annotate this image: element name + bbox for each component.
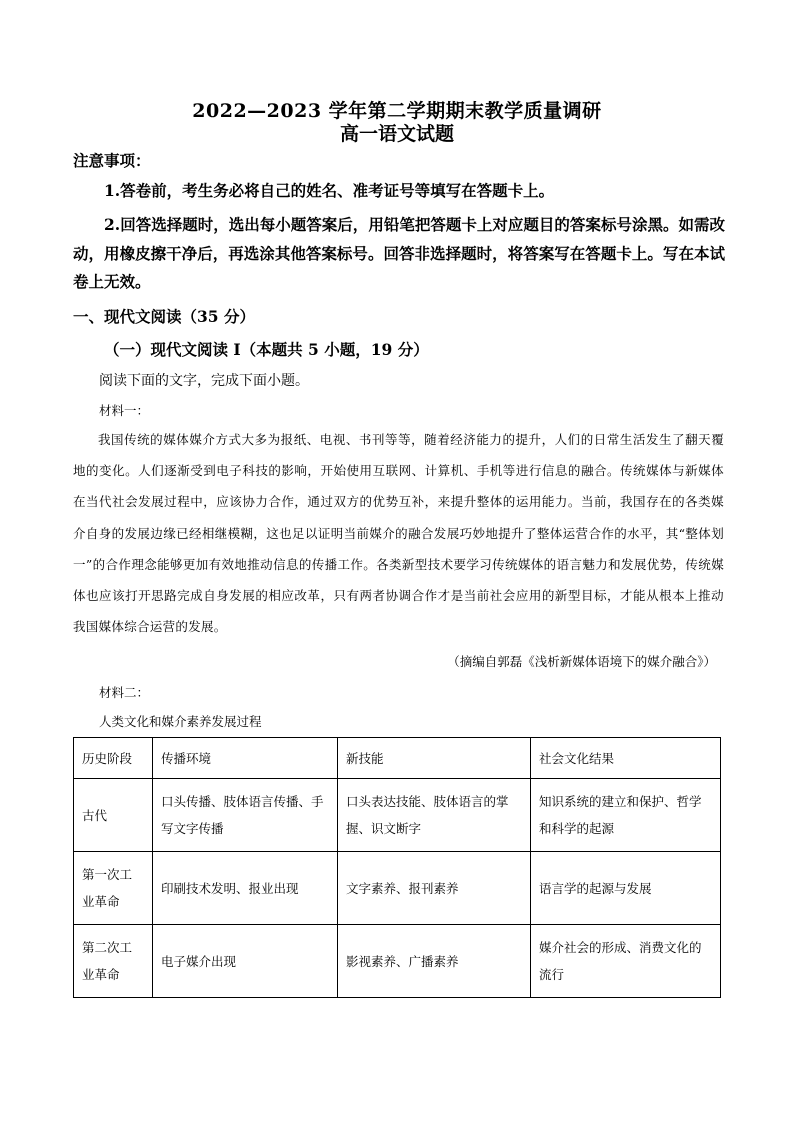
notice-heading: 注意事项： <box>73 151 151 170</box>
table-row <box>74 779 721 852</box>
table-header-cell: 传播环境 <box>153 738 338 779</box>
table-cell: 口头传播、肢体语言传播、手写文字传播 <box>153 779 338 852</box>
material-2-label: 材料二： <box>99 685 150 700</box>
table-cell: 文字素养、报刊素养 <box>338 852 531 925</box>
table-header-cell: 新技能 <box>338 738 531 779</box>
table-cell: 印刷技术发明、报业出现 <box>153 852 338 925</box>
table-cell: 语言学的起源与发展 <box>531 852 721 925</box>
table-cell: 知识系统的建立和保护、哲学和科学的起源 <box>531 779 721 852</box>
table-cell: 电子媒介出现 <box>153 925 338 998</box>
table-cell: 口头表达技能、肢体语言的掌握、识文断字 <box>338 779 531 852</box>
table-cell: 影视素养、广播素养 <box>338 925 531 998</box>
exam-subtitle: 高一语文试题 <box>339 123 454 145</box>
table-title: 人类文化和媒介素养发展过程 <box>99 714 262 729</box>
table-header-row <box>74 738 721 779</box>
table-row <box>74 925 721 998</box>
material-1-text: 我国传统的媒体媒介方式大多为报纸、电视、书刊等等，随着经济能力的提升，人们的日常生活发生了翻天覆地的变化。人们逐渐受到电子科技的影响，开始使用互联网、计算机、手机等进行信息的融合。传统媒体与新媒体在当代社会发展过程中，应该协力合作，通过双方的优势互补，来提升整体的运用能力。当前，我国存在的各类媒介自身的发展边缘已经相继模糊，这也足以证明当前媒介的融合发展巧妙地提升了整体运营合作的水平，其“整体划一”的合作理念能够更加有效地推动信息的传播工作。各类新型技术要学习传统媒体的语言魅力和发展优势，传统媒体也应该打开思路完成自身发展的相应改革，只有两者协调合作才是当前社会应用的新型目标，才能从根本上推动我国媒体综合运营的发展。 <box>73 432 724 635</box>
notice-item-1: 1.答卷前，考生务必将自己的姓名、准考证号等填写在答题卡上。 <box>104 181 555 200</box>
table-header-cell: 历史阶段 <box>74 738 153 779</box>
material-1-label: 材料一： <box>99 403 150 418</box>
exam-title: 2022—2023 学年第二学期期末教学质量调研 <box>192 100 602 122</box>
table-cell: 第一次工业革命 <box>74 852 153 925</box>
subsection-heading: （一）现代文阅读 I（本题共 5 小题，19 分） <box>104 340 429 359</box>
table-cell: 第二次工业革命 <box>74 925 153 998</box>
table-cell: 古代 <box>74 779 153 852</box>
notice-item-2: 2.回答选择题时，选出每小题答案后，用铅笔把答题卡上对应题目的答案标号涂黑。如需改动，用橡皮擦干净后，再选涂其他答案标号。回答非选择题时，将答案写在答题卡上。写在本试卷上无效。 <box>73 215 725 291</box>
media-literacy-table <box>73 737 721 998</box>
table-cell: 媒介社会的形成、消费文化的流行 <box>531 925 721 998</box>
section-heading: 一、现代文阅读（35 分） <box>73 307 255 326</box>
table-header-cell: 社会文化结果 <box>531 738 721 779</box>
material-1-source: （摘编自郭磊《浅析新媒体语境下的媒介融合》） <box>447 654 716 669</box>
table-row <box>74 852 721 925</box>
reading-instruction: 阅读下面的文字，完成下面小题。 <box>99 373 309 389</box>
